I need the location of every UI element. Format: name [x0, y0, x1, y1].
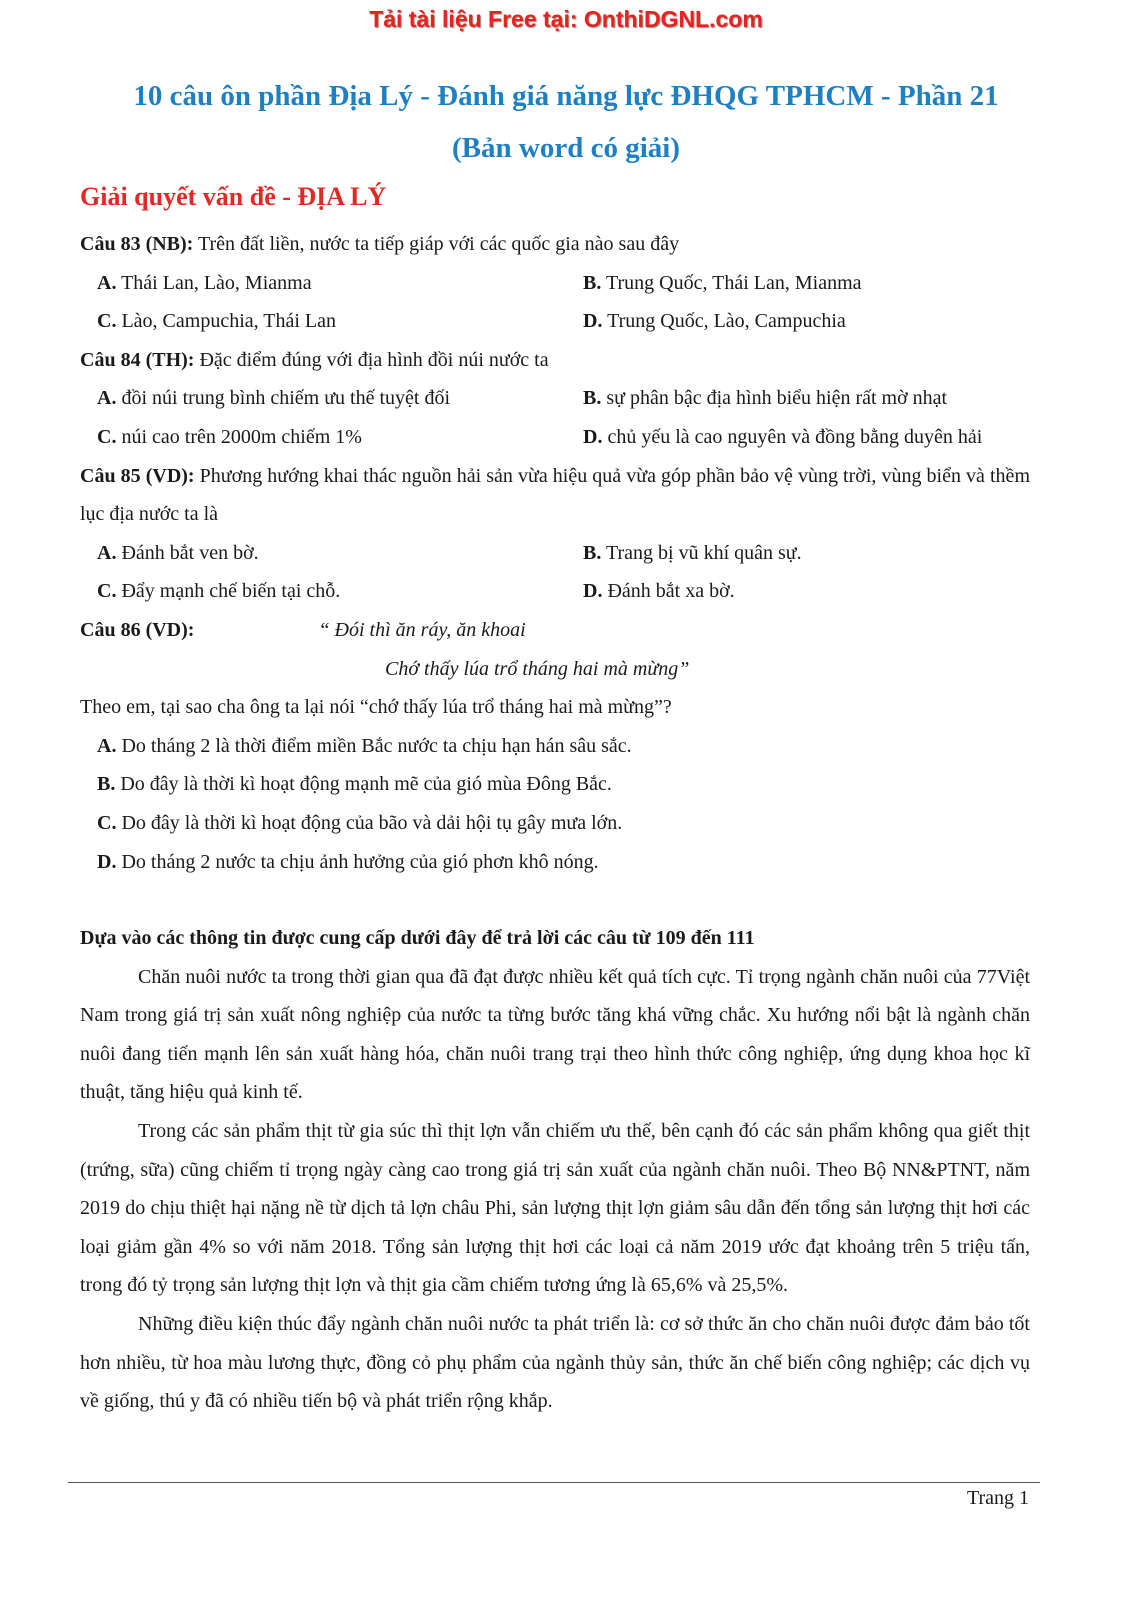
option-a[interactable]: A. Thái Lan, Lào, Mianma: [97, 271, 312, 294]
question-label: Câu 85 (VD):: [80, 464, 195, 487]
options-row: [80, 572, 1030, 611]
option-d[interactable]: D. Trung Quốc, Lào, Campuchia: [583, 310, 846, 333]
option-a[interactable]: A. Do tháng 2 là thời điểm miền Bắc nước ta chịu hạn hán sâu sắc.: [97, 734, 632, 757]
poem-line-1: “ Đói thì ăn ráy, ăn khoai: [318, 618, 526, 641]
options-row: [80, 264, 1030, 303]
option-a[interactable]: A. đồi núi trung bình chiếm ưu thế tuyệt đối: [97, 387, 451, 410]
passage-paragraph-3: Những điều kiện thúc đẩy ngành chăn nuôi nước ta phát triển là: cơ sở thức ăn cho chăn nuôi được đảm bảo tốt hơn nhiều, từ hoa màu lương thực, đồng cỏ phụ phẩm của ngành thủy sản, thức ăn chế biến công nghiệp; các dịch vụ về giống, thú y đã có nhiều tiến bộ và phát triển rộng khắp.: [80, 1313, 1030, 1413]
section-title: Giải quyết vấn đề - ĐỊA LÝ: [80, 182, 387, 211]
option-b[interactable]: B. Trang bị vũ khí quân sự.: [583, 541, 802, 564]
question-85: [80, 457, 1030, 534]
options-row: [80, 418, 1030, 457]
page-number: Trang 1: [966, 1487, 1029, 1509]
option-d[interactable]: D. chủ yếu là cao nguyên và đồng bằng duyên hải: [583, 425, 983, 448]
passage-paragraph-1: Chăn nuôi nước ta trong thời gian qua đã đạt được nhiều kết quả tích cực. Tỉ trọng ngành chăn nuôi của 77Việt Nam trong giá trị sản xuất nông nghiệp của nước ta từng bước tăng khá vững chắc. Xu hướng nổi bật là ngành chăn nuôi đang tiến mạnh lên sản xuất hàng hóa, chăn nuôi trang trại theo hình thức công nghiệp, ứng dụng khoa học kĩ thuật, tăng hiệu quả kinh tế.: [80, 965, 1030, 1104]
passage-intro: Dựa vào các thông tin được cung cấp dưới đây để trả lời các câu từ 109 đến 111: [80, 927, 755, 950]
passage-paragraph-2: Trong các sản phẩm thịt từ gia súc thì thịt lợn vẫn chiếm ưu thế, bên cạnh đó các sản phẩm không qua giết thịt (trứng, sữa) cũng chiếm tỉ trọng ngày càng cao trong giá trị sản xuất của ngành chăn nuôi. Theo Bộ NN&PTNT, năm 2019 do chịu thiệt hại nặng nề từ dịch tả lợn châu Phi, sản lượng thịt lợn giảm sâu dẫn đến tổng sản lượng thịt hơi các loại giảm gần 4% so với năm 2018. Tổng sản lượng thịt hơi các loại cả năm 2019 ước đạt khoảng trên 5 triệu tấn, trong đó tỷ trọng sản lượng thịt lợn và thịt gia cầm chiếm tương ứng là 65,6% và 25,5%.: [80, 1120, 1030, 1297]
option-c[interactable]: C. Lào, Campuchia, Thái Lan: [97, 310, 337, 333]
document-subtitle: (Bản word có giải): [452, 132, 680, 164]
options-row: [80, 534, 1030, 573]
option-b[interactable]: B. Do đây là thời kì hoạt động mạnh mẽ của gió mùa Đông Bắc.: [97, 773, 612, 796]
document-title: 10 câu ôn phần Địa Lý - Đánh giá năng lực ĐHQG TPHCM - Phần 21: [133, 80, 999, 112]
question-text: Phương hướng khai thác nguồn hải sản vừa hiệu quả vừa góp phần bảo vệ vùng trời, vùng biển và thềm lục địa nước ta là: [80, 464, 1030, 526]
option-d[interactable]: D. Do tháng 2 nước ta chịu ảnh hưởng của gió phơn khô nóng.: [97, 850, 599, 873]
question-label: Câu 84 (TH):: [80, 348, 195, 371]
question-text: Đặc điểm đúng với địa hình đồi núi nước ta: [194, 348, 549, 371]
poem-line-2: Chớ thấy lúa trổ tháng hai mà mừng”: [385, 657, 690, 680]
footer-divider: [68, 1482, 1040, 1483]
question-label: Câu 86 (VD):: [80, 618, 195, 641]
options-row: [80, 379, 1030, 418]
options-row: [80, 302, 1030, 341]
option-c[interactable]: C. núi cao trên 2000m chiếm 1%: [97, 425, 362, 448]
option-c[interactable]: C. Đẩy mạnh chế biến tại chỗ.: [97, 580, 341, 603]
question-text: Trên đất liền, nước ta tiếp giáp với các quốc gia nào sau đây: [193, 233, 680, 255]
question-84: [80, 341, 1030, 380]
spacer: [80, 881, 1030, 919]
question-text: Theo em, tại sao cha ông ta lại nói “chớ thấy lúa trổ tháng hai mà mừng”?: [80, 696, 672, 719]
question-86: [80, 611, 1030, 650]
option-b[interactable]: B. Trung Quốc, Thái Lan, Mianma: [583, 271, 862, 294]
option-a[interactable]: A. Đánh bắt ven bờ.: [97, 541, 259, 564]
option-b[interactable]: B. sự phân bậc địa hình biểu hiện rất mờ nhạt: [583, 387, 948, 410]
option-d[interactable]: D. Đánh bắt xa bờ.: [583, 580, 735, 603]
document-body: [80, 225, 1030, 1421]
question-83: [80, 225, 1030, 264]
site-banner: Tải tài liệu Free tại: OnthiDGNL.com: [369, 6, 763, 32]
option-c[interactable]: C. Do đây là thời kì hoạt động của bão và dải hội tụ gây mưa lớn.: [97, 811, 623, 834]
question-label: Câu 83 (NB):: [80, 233, 194, 255]
